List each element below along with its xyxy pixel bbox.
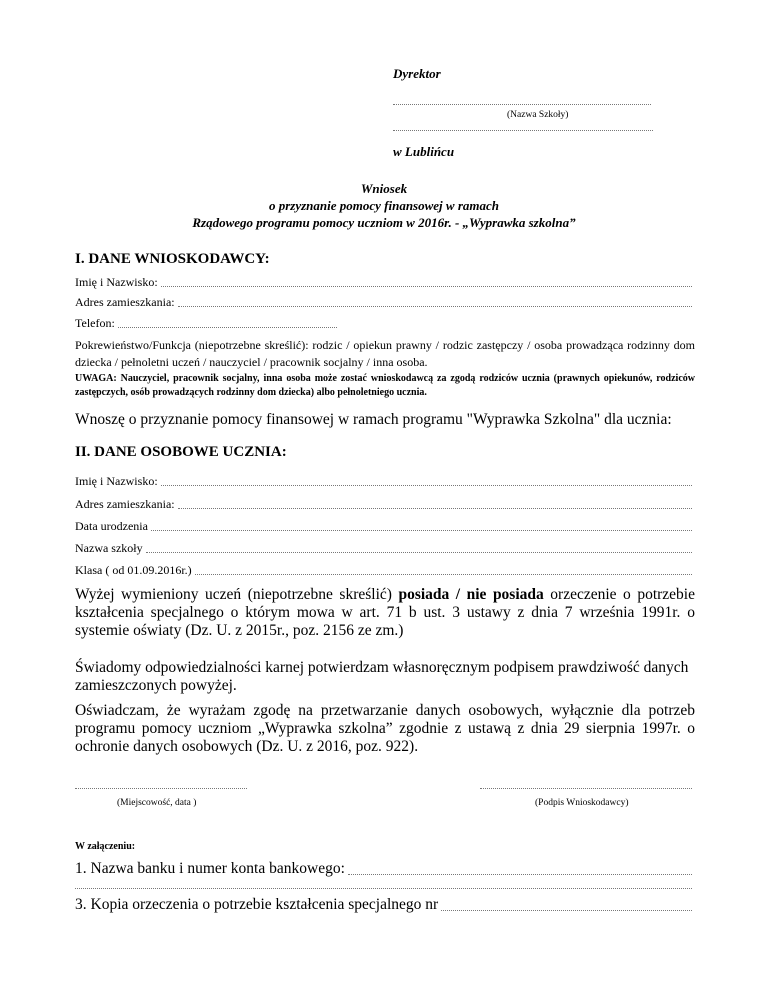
student-school-field[interactable]: [75, 541, 692, 556]
school-name-caption: (Nazwa Szkoły): [507, 110, 569, 120]
truthfulness-statement: Świadomy odpowiedzialności karnej potwierdzam własnoręcznym podpisem prawdziwość danych zamieszczonych powyżej.: [75, 659, 689, 694]
applicant-name-label: Imię i Nazwisko:: [75, 275, 158, 289]
student-address-label: Adres zamieszkania:: [75, 497, 175, 511]
section1-heading: I. DANE WNIOSKODAWCY:: [75, 251, 270, 267]
student-address-field[interactable]: [75, 497, 692, 512]
title-line-3: Rządowego programu pomocy uczniom w 2016r. - „Wyprawka szkolna”: [192, 215, 576, 230]
request-text: Wnoszę o przyznanie pomocy finansowej w ramach programu "Wyprawka Szkolna" dla ucznia:: [75, 411, 672, 428]
certificate-number-label: 3. Kopia orzeczenia o potrzebie kształcenia specjalnego nr: [75, 896, 439, 913]
certificate-number-field[interactable]: [75, 896, 692, 914]
school-name-line-2[interactable]: [393, 130, 653, 131]
attachment-line-2[interactable]: [75, 888, 692, 889]
student-birthdate-field[interactable]: [75, 519, 692, 534]
student-school-label: Nazwa szkoły: [75, 541, 143, 555]
title-line-1: Wniosek: [360, 181, 408, 196]
student-class-field[interactable]: [75, 563, 692, 578]
applicant-phone-label: Telefon:: [75, 316, 115, 330]
applicant-note: UWAGA: Nauczyciel, pracownik socjalny, inna osoba może zostać wnioskodawcą za zgodą rodziców ucznia (prawnych opiekunów, rodziców zastępczych, osób prowadzących rodzinny dom dziecka) albo pełnoletniego ucznia.: [75, 373, 695, 398]
section2-heading: II. DANE OSOBOWE UCZNIA:: [75, 444, 287, 460]
place-date-line[interactable]: [75, 788, 247, 789]
school-name-line-1[interactable]: [393, 104, 651, 105]
special-education-statement: Wyżej wymieniony uczeń (niepotrzebne skreślić) posiada / nie posiada orzeczenie o potrzebie kształcenia specjalnego o którym mowa w art. 71 b ust. 3 ustawy z dnia 7 września 1991r. o systemie oświaty (Dz. U. z 2015r., poz. 2156 ze zm.): [75, 586, 695, 639]
bank-account-label: 1. Nazwa banku i numer konta bankowego:: [75, 860, 345, 877]
data-consent-statement: Oświadczam, że wyrażam zgodę na przetwarzanie danych osobowych, wyłącznie dla potrzeb programu pomocy uczniom „Wyprawka szkolna” zgodnie z ustawą z dnia 29 sierpnia 1997r. o ochronie danych osobowych (Dz. U. z 2016, poz. 922).: [75, 702, 695, 755]
signature-caption: (Podpis Wnioskodawcy): [535, 798, 629, 808]
applicant-name-field[interactable]: [75, 275, 692, 290]
applicant-address-field[interactable]: [75, 295, 692, 310]
attachments-heading: W załączeniu:: [75, 841, 136, 852]
signature-line[interactable]: [480, 788, 692, 789]
addressee: Dyrektor: [393, 66, 441, 81]
relation-text: Pokrewieństwo/Funkcja (niepotrzebne skreślić): rodzic / opiekun prawny / rodzic zastępczy / osoba prowadząca rodzinny dom dziecka / pełnoletni uczeń / nauczyciel / pracownik socjalny / inna osoba.: [75, 338, 695, 369]
applicant-address-label: Adres zamieszkania:: [75, 295, 175, 309]
title-line-2: o przyznanie pomocy finansowej w ramach: [268, 198, 500, 213]
bank-account-field[interactable]: [75, 860, 692, 878]
student-name-label: Imię i Nazwisko:: [75, 474, 158, 488]
applicant-phone-field[interactable]: [75, 316, 337, 331]
posiada-option[interactable]: posiada / nie posiada: [398, 586, 544, 603]
place-date-caption: (Miejscowość, data ): [117, 798, 197, 808]
student-name-field[interactable]: [75, 474, 692, 489]
student-class-label: Klasa ( od 01.09.2016r.): [75, 563, 192, 577]
city: w Lublińcu: [393, 144, 455, 159]
student-birthdate-label: Data urodzenia: [75, 519, 148, 533]
